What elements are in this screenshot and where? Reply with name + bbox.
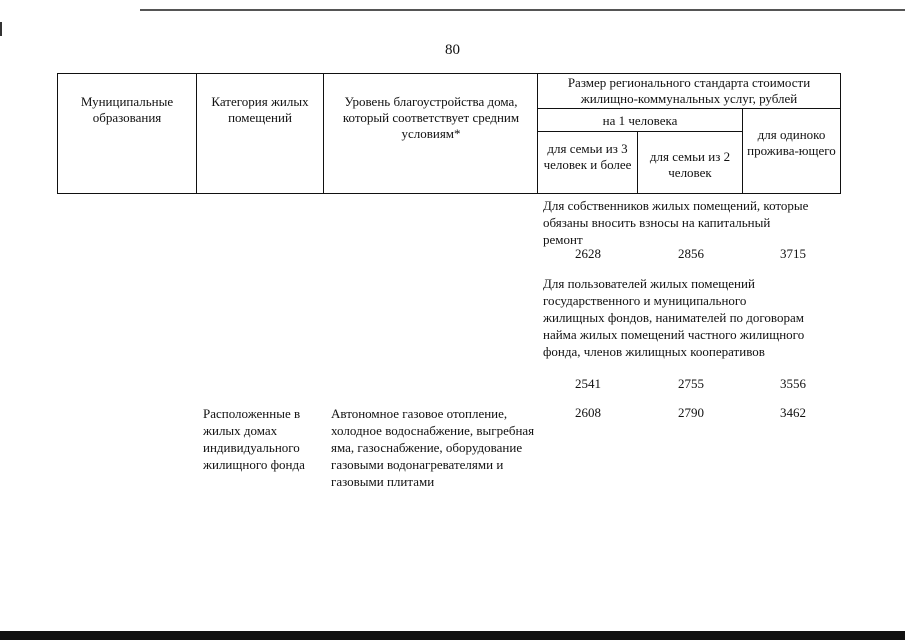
row-value-single: 3462 xyxy=(780,405,806,420)
value-users-family-2: 2755 xyxy=(678,376,704,391)
header-family-2: для семьи из 2 человек xyxy=(649,149,731,180)
scan-edge-bottom xyxy=(0,631,905,640)
page-number: 80 xyxy=(445,42,460,58)
section-title-users: Для пользователей жилых помещений государственного и муниципального жилищных фондов, нанимателей по договорам найма жилых помещений частного жилищного фонда, членов жилищных кооперативов xyxy=(543,276,805,359)
value-owners-single: 3715 xyxy=(780,246,806,261)
header-category: Категория жилых помещений xyxy=(211,94,309,125)
row-category: Расположенные в жилых домах индивидуального жилищного фонда xyxy=(203,406,305,472)
header-municipal: Муниципальные образования xyxy=(80,94,174,125)
row-value-family-3plus: 2608 xyxy=(575,405,601,420)
value-users-single: 3556 xyxy=(780,376,806,391)
scan-edge-top xyxy=(140,9,905,11)
section-title-owners: Для собственников жилых помещений, которые обязаны вносить взносы на капитальный ремонт xyxy=(543,198,809,247)
header-family-3plus: для семьи из 3 человек и более xyxy=(543,141,632,172)
header-level: Уровень благоустройства дома, который соответствует средним условиям* xyxy=(342,94,520,141)
value-owners-family-3plus: 2628 xyxy=(575,246,601,261)
header-cell-municipal xyxy=(57,73,197,194)
header-cell-category xyxy=(196,73,324,194)
row-value-family-2: 2790 xyxy=(678,405,704,420)
header-standard: Размер регионального стандарта стоимости жилищно-коммунальных услуг, рублей xyxy=(567,75,811,106)
scan-margin-mark xyxy=(0,22,2,36)
value-users-family-3plus: 2541 xyxy=(575,376,601,391)
header-single: для одиноко прожива-ющего xyxy=(747,127,836,158)
header-per-person: на 1 человека xyxy=(602,113,678,128)
value-owners-family-2: 2856 xyxy=(678,246,704,261)
row-level: Автономное газовое отопление, холодное водоснабжение, выгребная яма, газоснабжение, оборудование газовыми водонагревателями и газовыми плитами xyxy=(331,406,535,489)
